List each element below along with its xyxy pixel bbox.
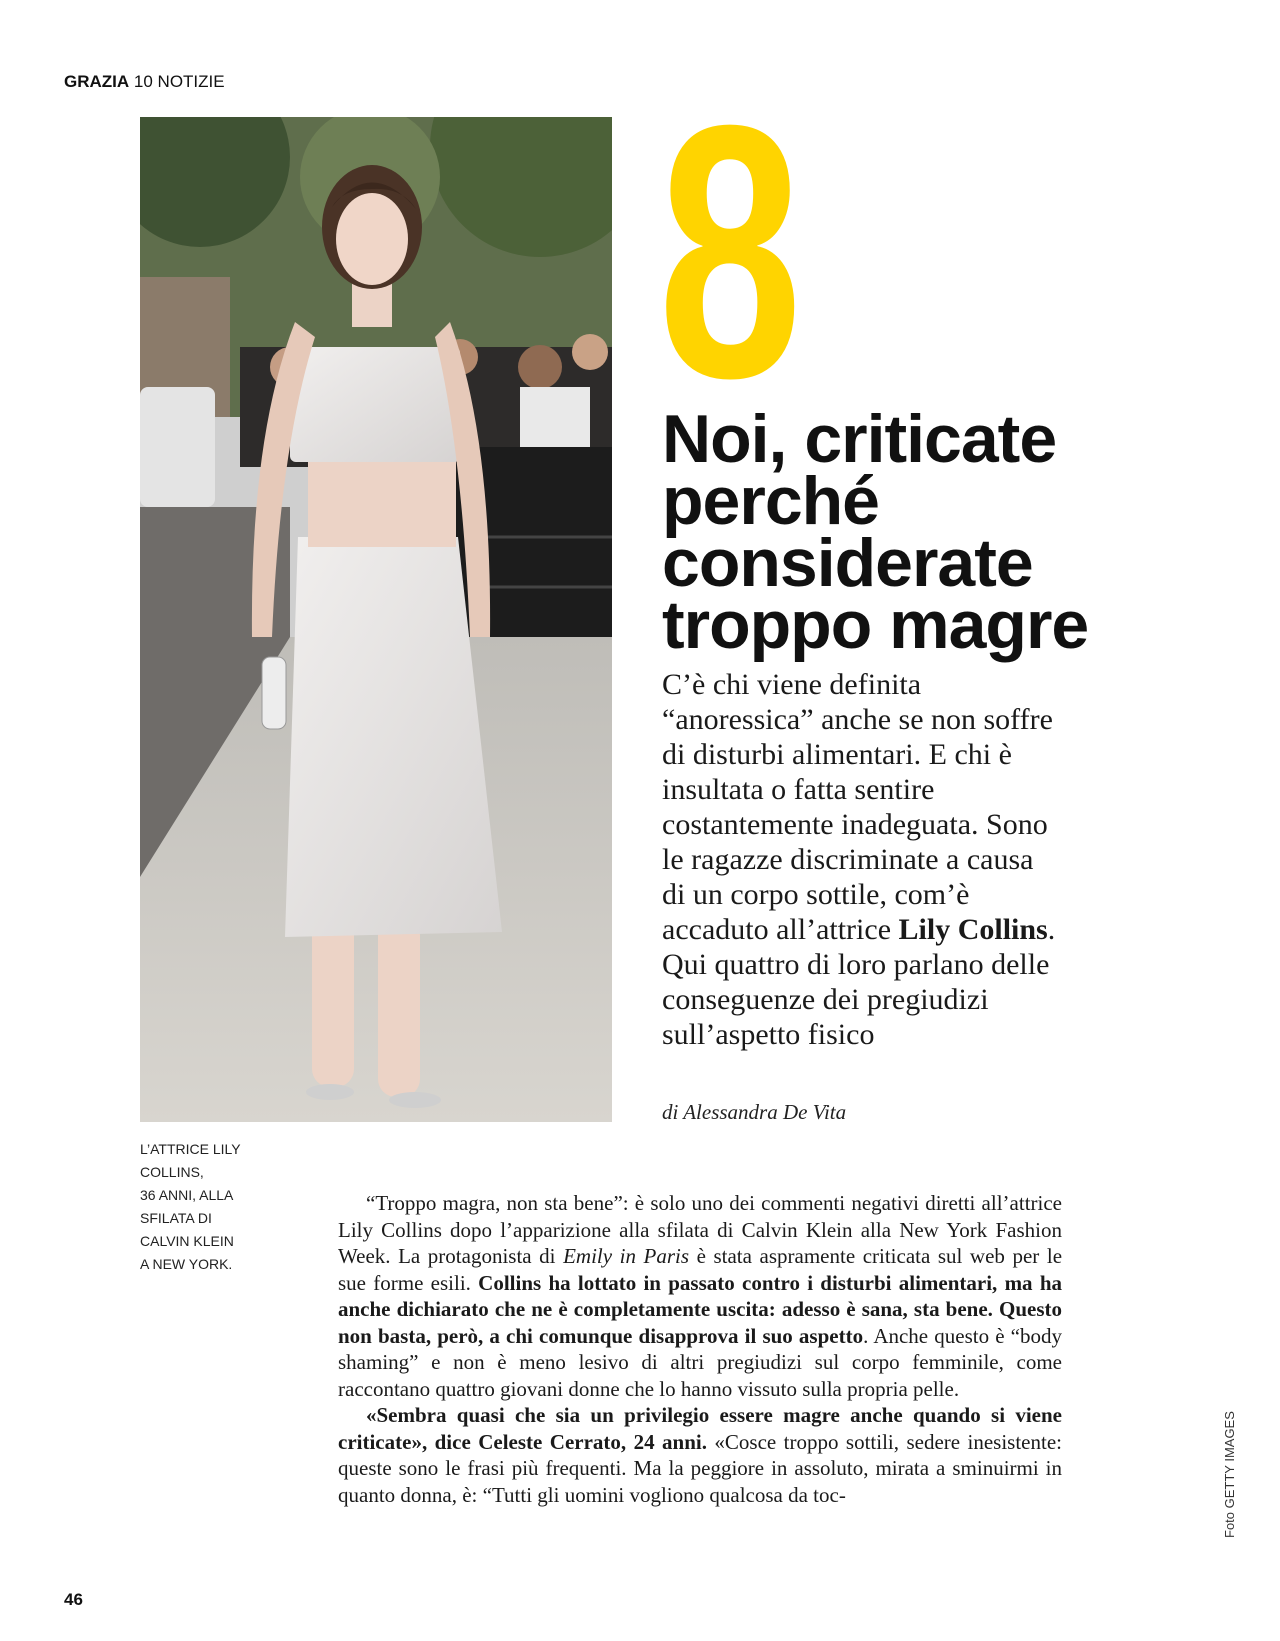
- text-run: “Troppo magra, non sta bene”: è solo uno dei commenti negativi diretti all’attrice Lily Collins dopo l’apparizione alla sfilata di Calvin Klein alla New York Fashion Week. La protagonista di: [338, 1191, 1062, 1268]
- lead-name: Lily Collins: [898, 913, 1048, 946]
- lead-text-end: . Qui quattro di loro parlano delle conseguenze dei pregiudizi sull’aspetto fisico: [662, 913, 1056, 1051]
- text-run: è stata aspramente criticata sul web per le sue forme esili.: [338, 1244, 1063, 1295]
- article-photo: [140, 117, 612, 1122]
- lead-text: C’è chi viene definita “anoressica” anche se non soffre di disturbi alimentari. E chi è insultata o fatta sentire costantemente inadeguata. Sono le ragazze discriminate a causa di un corpo sottile, com’è accaduto all’attrice: [662, 668, 1053, 946]
- bold-run: «Sembra quasi che sia un privilegio essere magre anche quando si viene criticate», dice Celeste Cerrato, 24 anni.: [338, 1403, 1062, 1454]
- photo-illustration: [140, 117, 612, 1122]
- text-run: . Anche questo è “body shaming” e non è meno lesivo di altri pregiudizi sul corpo femminile, come raccontano quattro giovani donne che lo hanno vissuto sulla propria pelle.: [338, 1323, 1062, 1401]
- article-title: Noi, criticate perché considerate troppo magre: [662, 401, 1089, 663]
- byline: di Alessandra De Vita: [662, 1100, 847, 1124]
- running-header: [64, 72, 225, 92]
- magazine-brand: GRAZIA: [64, 72, 130, 91]
- article-lead: [662, 667, 1062, 1052]
- show-title: Emily in Paris: [563, 1244, 690, 1268]
- article-number: 8: [658, 51, 797, 453]
- text-run: «Cosce troppo sottili, sedere inesistente: queste sono le frasi più frequenti. Ma la peggiore in assoluto, mirata a sminuirmi in quanto donna, è: “Tutti gli uomini vogliono qualcosa da toc-: [338, 1429, 1062, 1507]
- paragraph: [338, 1190, 1062, 1402]
- bold-run: Collins ha lottato in passato contro i disturbi alimentari, ma ha anche dichiarato che ne è completamente uscita: adesso è sana, sta bene. Questo non basta, però, a chi comunque disapprova il suo aspetto: [338, 1270, 1062, 1348]
- page-number: 46: [64, 1590, 83, 1609]
- paragraph: [338, 1402, 1062, 1508]
- article-body: [338, 1190, 1062, 1508]
- photo-caption: L’ATTRICE LILY COLLINS, 36 ANNI, ALLA SFILATA DI CALVIN KLEIN A NEW YORK.: [140, 1141, 241, 1272]
- photo-credit: Foto GETTY IMAGES: [1222, 1411, 1237, 1538]
- section-name: 10 NOTIZIE: [133, 72, 225, 91]
